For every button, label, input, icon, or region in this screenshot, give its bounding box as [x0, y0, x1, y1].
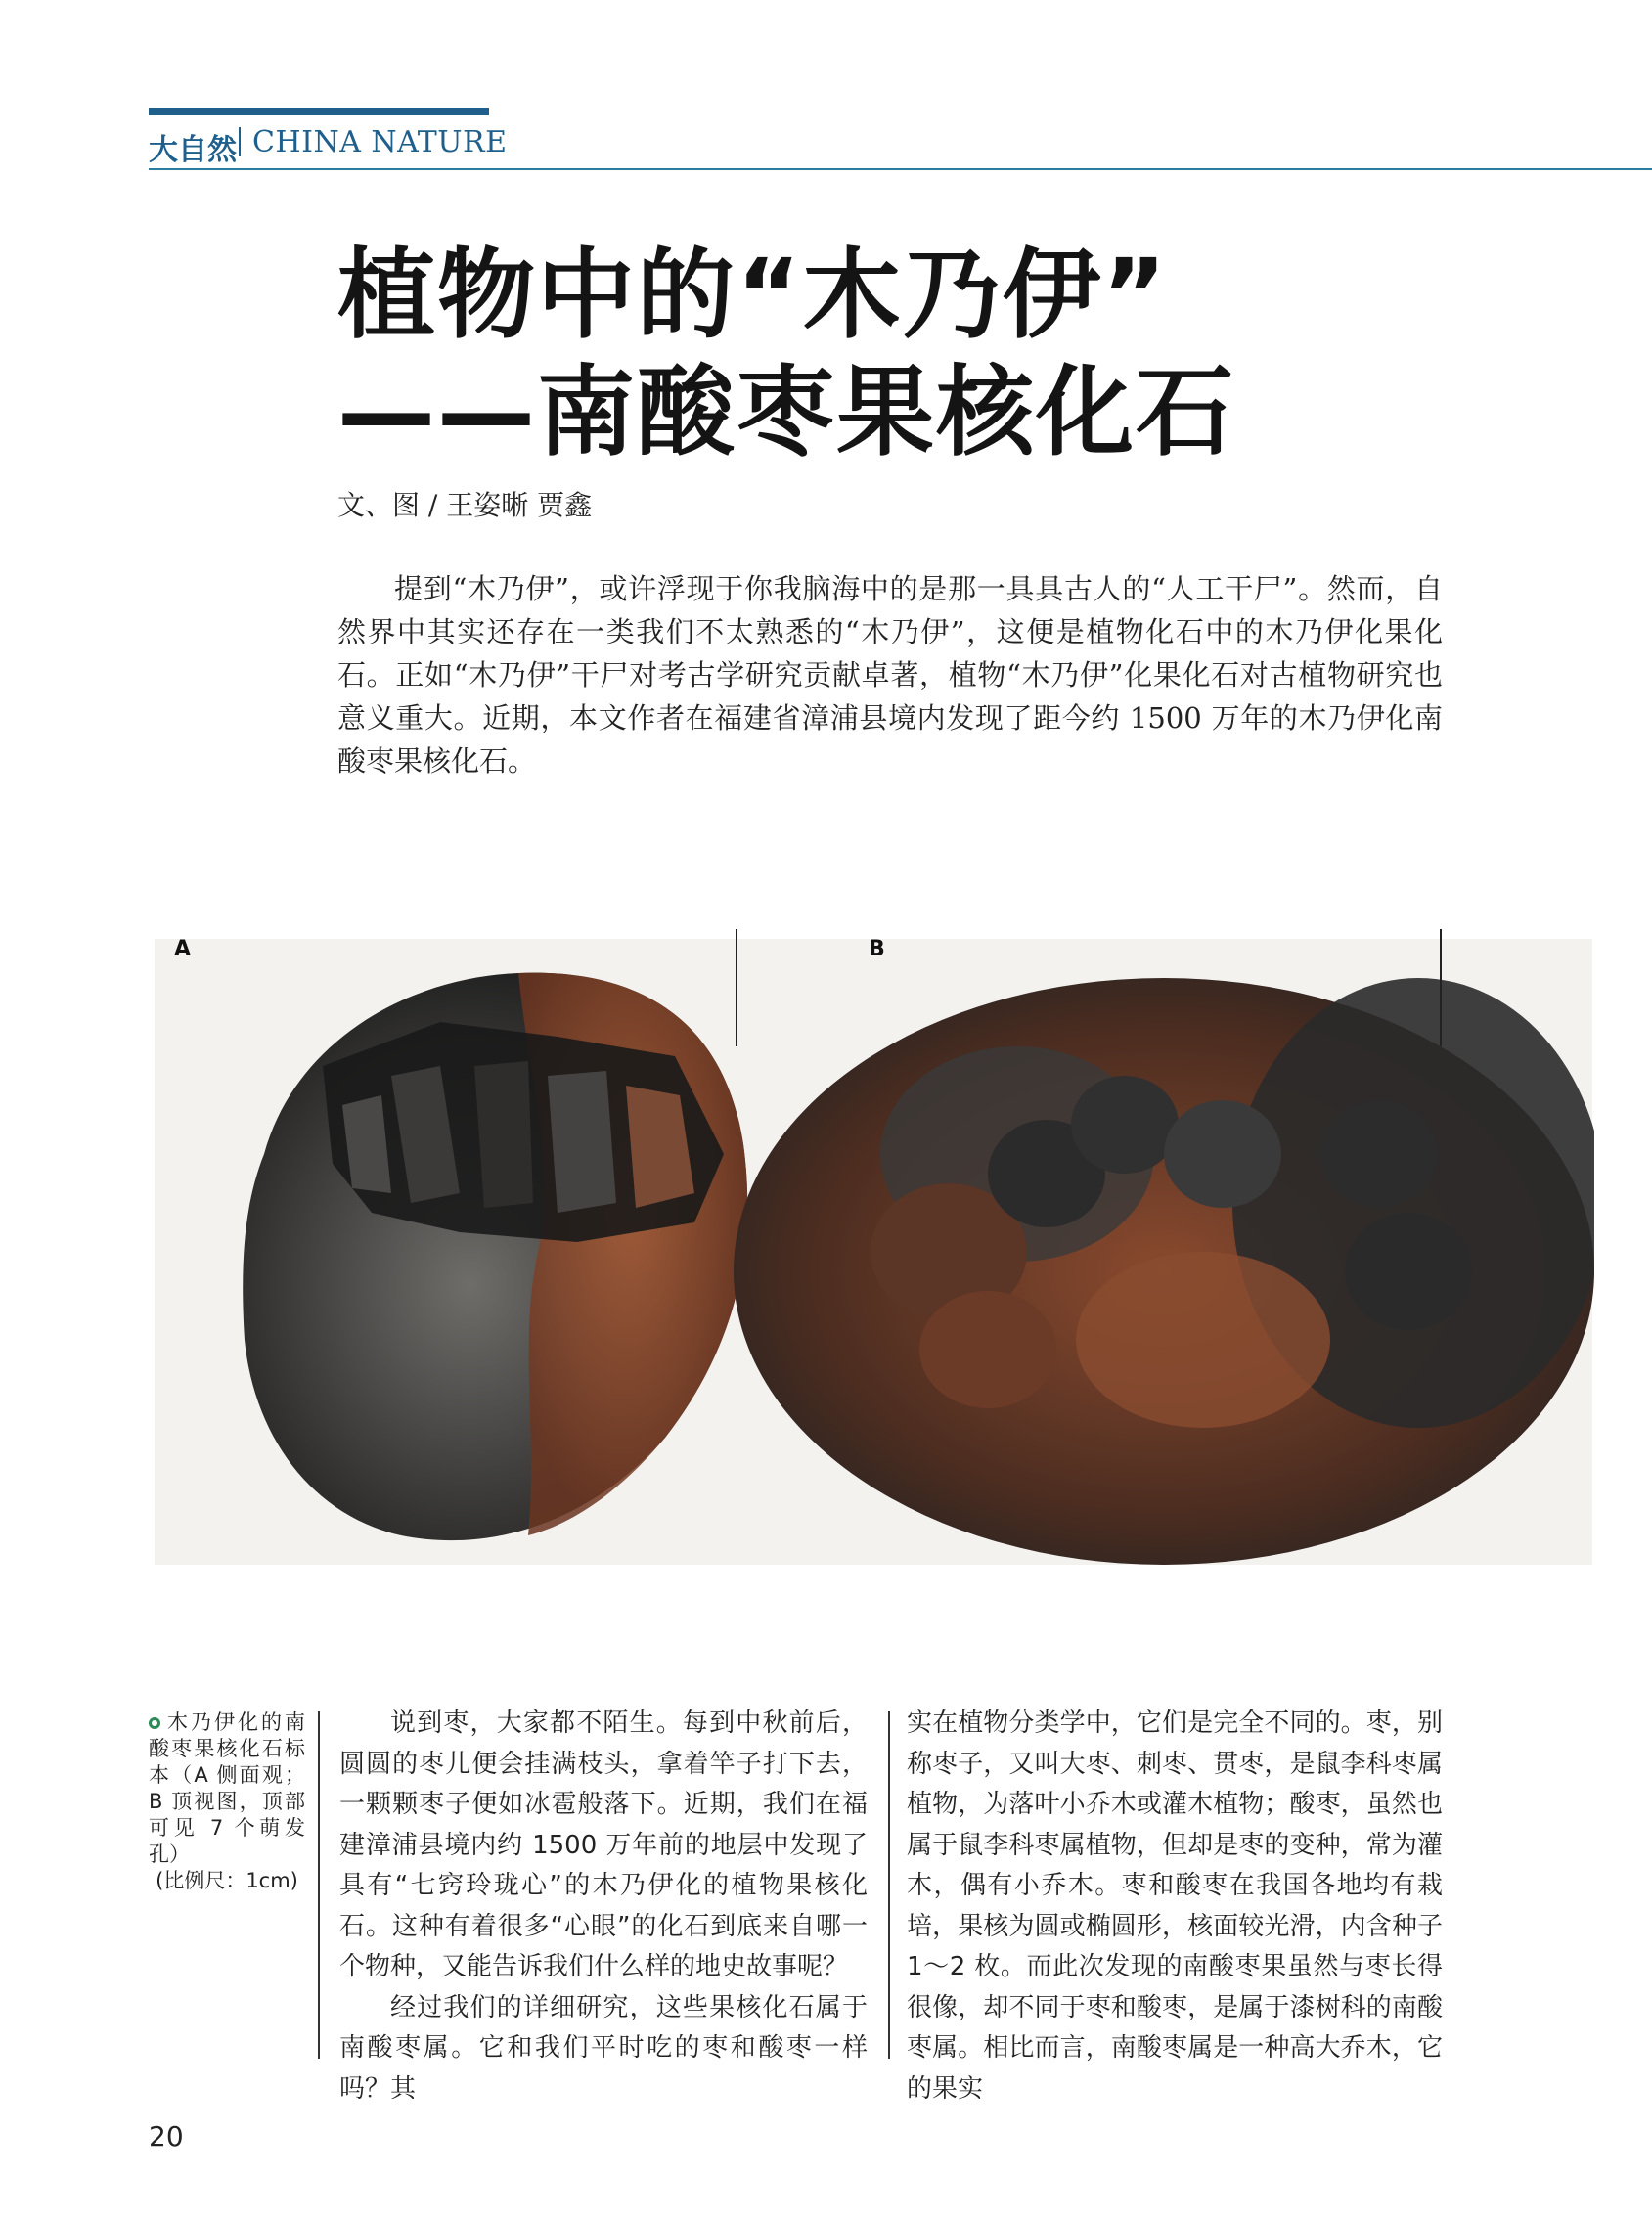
body-paragraph: 说到枣，大家都不陌生。每到中秋前后，圆圆的枣儿便会挂满枝头，拿着竿子打下去，一颗颗枣子便如冰雹般落下。近期，我们在福建漳浦县境内约 1500 万年前的地层中发现了具有“七窍玲珑心”的木乃伊化的植物果核化石。这种有着很多“心眼”的化石到底来自哪一个物种，又能告诉我们什么样的地史故事呢？ [339, 1709, 868, 1981]
figure-label-a: A [174, 937, 192, 961]
column-divider-1 [318, 1711, 320, 2059]
caption-scale-note: (比例尺：1cm) [156, 1869, 298, 1892]
scale-bar-b [1440, 929, 1442, 1046]
caption-bullet-icon [149, 1717, 160, 1729]
body-column-1 [339, 1704, 868, 2109]
scale-bar-a [736, 929, 737, 1046]
body-paragraph: 实在植物分类学中，它们是完全不同的。枣，别称枣子，又叫大枣、刺枣、贯枣，是鼠李科枣属植物，为落叶小乔木或灌木植物；酸枣，虽然也属于鼠李科枣属植物，但却是枣的变种，常为灌木，偶有小乔木。枣和酸枣在我国各地均有栽培，果核为圆或椭圆形，核面较光滑，内含种子 1～2 枚。而此次发现的南酸枣果虽然与枣长得很像，却不同于枣和酸枣，是属于漆树科的南酸枣属。相比而言，南酸枣属是一种高大乔木，它的果实 [907, 1709, 1443, 2104]
specimen-a [243, 973, 747, 1540]
body-paragraph: 经过我们的详细研究，这些果核化石属于南酸枣属。它和我们平时吃的枣和酸枣一样吗？其 [339, 1992, 868, 2104]
figure-label-b: B [869, 937, 885, 961]
section-title-en: CHINA NATURE [252, 125, 508, 159]
fossil-photo-illustration [147, 929, 1594, 1575]
lead-paragraph: 提到“木乃伊”，或许浮现于你我脑海中的是那一具具古人的“人工干尸”。然而，自然界中其实还存在一类我们不太熟悉的“木乃伊”，这便是植物化石中的木乃伊化果化石。正如“木乃伊”干尸对考古学研究贡献卓著，植物“木乃伊”化果化石对古植物研究也意义重大。近期，本文作者在福建省漳浦县境内发现了距今约 1500 万年的木乃伊化南酸枣果核化石。 [337, 572, 1443, 777]
figure-caption [149, 1709, 305, 1894]
body-column-2 [907, 1704, 1443, 2109]
page-number: 20 [149, 2120, 184, 2153]
article-title-line1: 植物中的“木乃伊” [337, 238, 1169, 352]
header-accent-bar [149, 108, 489, 115]
author-credit: 文、图 / 王姿晰 贾鑫 [337, 489, 593, 521]
specimen-b [734, 978, 1594, 1565]
header-rule [149, 168, 1652, 170]
column-divider-2 [888, 1711, 890, 2059]
caption-text: 木乃伊化的南酸枣果核化石标本（A 侧面观；B 顶视图，顶部可见 7 个萌发孔） [149, 1710, 305, 1866]
section-separator [239, 127, 241, 156]
article-title-line2: ——南酸枣果核化石 [337, 355, 1235, 469]
section-title-cn: 大自然 [149, 133, 237, 167]
